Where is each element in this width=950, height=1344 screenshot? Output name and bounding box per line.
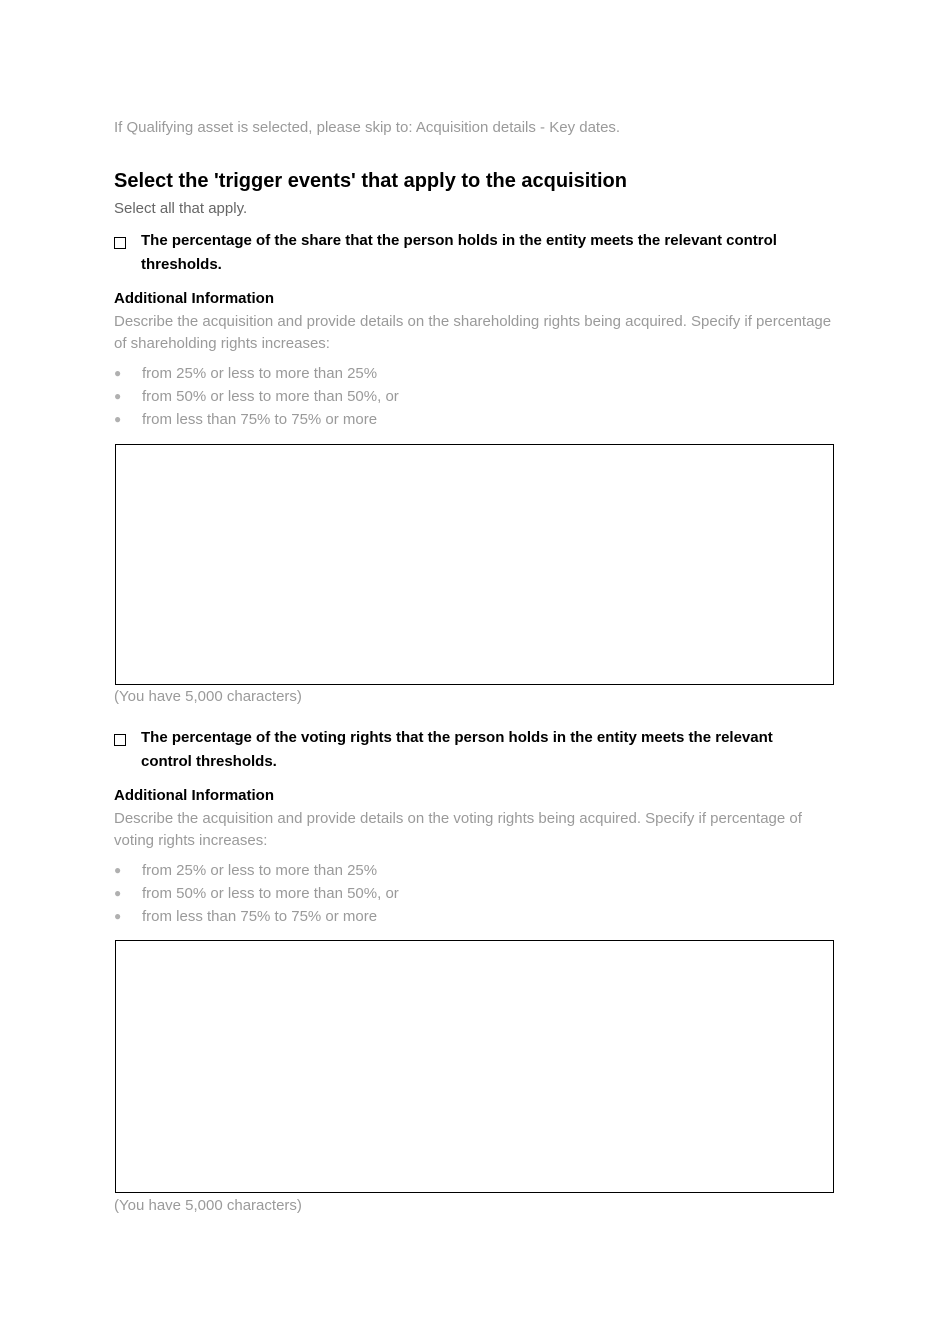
shareholding-char-count: (You have 5,000 characters) [114,688,302,705]
list-item: ● from 50% or less to more than 50%, or [114,882,834,905]
bullet-icon: ● [114,886,122,900]
additional-info-description: Describe the acquisition and provide details on the shareholding rights being acquired. Specify if percentage of shareholding rights increases: [114,313,832,352]
trigger-option-shareholding [114,233,834,431]
bullet-icon: ● [114,366,122,380]
option-row [114,730,834,774]
trigger-option-voting [114,730,834,928]
option-row [114,233,834,277]
shareholding-checkbox[interactable] [114,237,126,249]
voting-details-textarea[interactable] [115,940,834,1193]
voting-checkbox[interactable] [114,734,126,746]
shareholding-option-label: The percentage of the share that the person holds in the entity meets the relevant control thresholds. [141,232,777,273]
threshold-list [114,859,834,928]
list-item: ● from 25% or less to more than 25% [114,362,834,385]
bullet-icon: ● [114,389,122,403]
skip-note: If Qualifying asset is selected, please skip to: Acquisition details - Key dates. [114,119,621,136]
section-title: Select the 'trigger events' that apply to the acquisition [114,170,627,192]
additional-info-description: Describe the acquisition and provide details on the voting rights being acquired. Specify if percentage of voting rights increases: [114,810,802,849]
list-item: ● from less than 75% to 75% or more [114,408,834,431]
additional-info-heading: Additional Information [114,787,274,804]
bullet-icon: ● [114,412,122,426]
voting-option-label: The percentage of the voting rights that the person holds in the entity meets the relevant control thresholds. [141,729,773,770]
shareholding-details-textarea[interactable] [115,444,834,685]
section-subtitle: Select all that apply. [114,200,248,217]
list-item: ● from 50% or less to more than 50%, or [114,385,834,408]
bullet-icon: ● [114,909,122,923]
list-item: ● from 25% or less to more than 25% [114,859,834,882]
bullet-icon: ● [114,863,122,877]
threshold-list [114,362,834,431]
additional-info-heading: Additional Information [114,290,274,307]
list-item: ● from less than 75% to 75% or more [114,905,834,928]
voting-char-count: (You have 5,000 characters) [114,1197,302,1214]
